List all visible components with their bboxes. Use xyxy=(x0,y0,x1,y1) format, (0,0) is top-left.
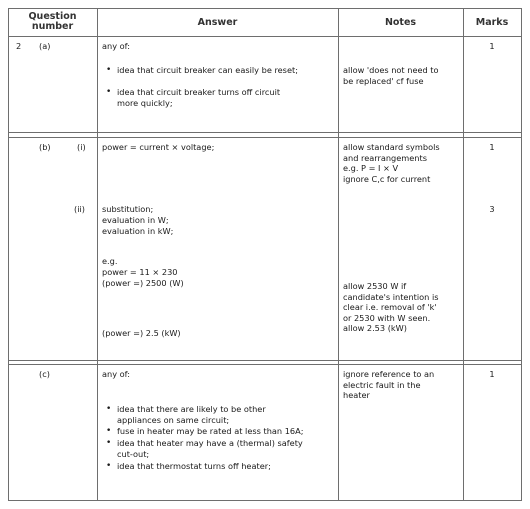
part-a-label: (a) xyxy=(39,41,51,51)
part-b-i-answer: power = current × voltage; xyxy=(102,142,215,152)
table-border-right xyxy=(521,8,522,501)
header-divider xyxy=(8,36,522,37)
bullet-icon: • xyxy=(106,87,112,97)
part-a-marks: 1 xyxy=(489,41,495,51)
question-number: 2 xyxy=(16,41,22,51)
part-c-label: (c) xyxy=(39,369,50,379)
part-c-answer-lead: any of: xyxy=(102,369,131,379)
bullet-icon: • xyxy=(106,461,112,471)
part-b-ii-answer-1: substitution; xyxy=(102,204,154,214)
part-b-ii-example-2: power = 11 × 230 xyxy=(102,267,178,277)
part-b-ii-note-4: or 2530 with W seen. xyxy=(343,312,431,323)
part-b-ii-note-2: candidate's intention is xyxy=(343,291,439,302)
part-c-note-1: ignore reference to an xyxy=(343,369,435,379)
part-b-ii-label: (ii) xyxy=(74,204,85,214)
part-b-ii-answer-final: (power =) 2.5 (kW) xyxy=(102,328,181,338)
header-answer: Answer xyxy=(197,17,238,28)
part-b-ii-example-3: (power =) 2500 (W) xyxy=(102,278,184,288)
part-c-marks: 1 xyxy=(489,369,495,379)
part-b-i-note-4: ignore C,c for current xyxy=(343,173,431,184)
header-question-line2: number xyxy=(31,21,74,32)
part-b-ii-example-1: e.g. xyxy=(102,256,118,266)
table-border-left xyxy=(8,8,9,501)
part-c-note-3: heater xyxy=(343,390,370,401)
part-b-ii-note-1: allow 2530 W if xyxy=(343,281,407,291)
column-divider-notes xyxy=(338,8,339,501)
row-divider-b-c-2 xyxy=(8,364,522,365)
column-divider-marks xyxy=(463,8,464,501)
part-b-i-label: (i) xyxy=(77,142,86,152)
part-a-note-2: be replaced' cf fuse xyxy=(343,75,424,86)
part-b-ii-answer-3: evaluation in kW; xyxy=(102,226,174,236)
header-notes: Notes xyxy=(384,17,417,28)
bullet-icon: • xyxy=(106,438,112,448)
part-c-note-2: electric fault in the xyxy=(343,379,421,390)
header-question-line1: Question xyxy=(28,11,77,22)
part-a-note-1: allow 'does not need to xyxy=(343,65,439,75)
part-b-i-note-3: e.g. P = I × V xyxy=(343,163,399,174)
bullet-icon: • xyxy=(106,426,112,436)
part-b-ii-answer-2: evaluation in W; xyxy=(102,215,169,225)
table-border-top xyxy=(8,8,522,9)
column-divider-answer xyxy=(97,8,98,501)
part-b-label: (b) xyxy=(39,142,51,152)
row-divider-a-b xyxy=(8,132,522,133)
bullet-icon: • xyxy=(106,404,112,414)
part-b-ii-marks: 3 xyxy=(489,204,495,214)
row-divider-b-c xyxy=(8,360,522,361)
part-b-i-note-2: and rearrangements xyxy=(343,152,427,163)
mark-scheme-table: Question number Answer Notes Marks 2 (a) any of: • idea that circuit breaker can easily be reset; • idea that circuit breaker turns off circuit more quickly; allow 'does not need to be replaced' cf fuse 1 (b) (i) power = current × voltage; allow standard symbols and rearrangements e.g. P = I × V ignore C,c for current 1 (ii) substitution; evaluation in W; evaluation in kW; e.g. power = 11 × 230 (power =) 2500 (W) (power =) 2.5 (kW) allow 2530 W if candidate's intention is clear i.e. removal of 'k' or 2530 with W seen. allow 2.53 (kW) 3 (c) any of: • idea that there are likely to be other appliances on same circuit; • fuse in heater may be rated at less than 16A; • idea that heater may have a (thermal) safety cut-out; • idea that thermostat turns off heater; ignore reference to an electric fault in the heater 1 xyxy=(8,8,522,501)
part-b-ii-note-5: allow 2.53 (kW) xyxy=(343,323,407,334)
part-b-ii-note-3: clear i.e. removal of 'k' xyxy=(343,302,437,313)
part-b-i-marks: 1 xyxy=(489,142,495,152)
table-border-bottom xyxy=(8,500,522,501)
row-divider-a-b-2 xyxy=(8,137,522,138)
header-question-number xyxy=(8,12,97,32)
bullet-icon: • xyxy=(106,65,112,75)
header-marks: Marks xyxy=(475,17,509,28)
part-a-answer-lead: any of: xyxy=(102,41,131,51)
part-b-i-note-1: allow standard symbols xyxy=(343,142,440,152)
